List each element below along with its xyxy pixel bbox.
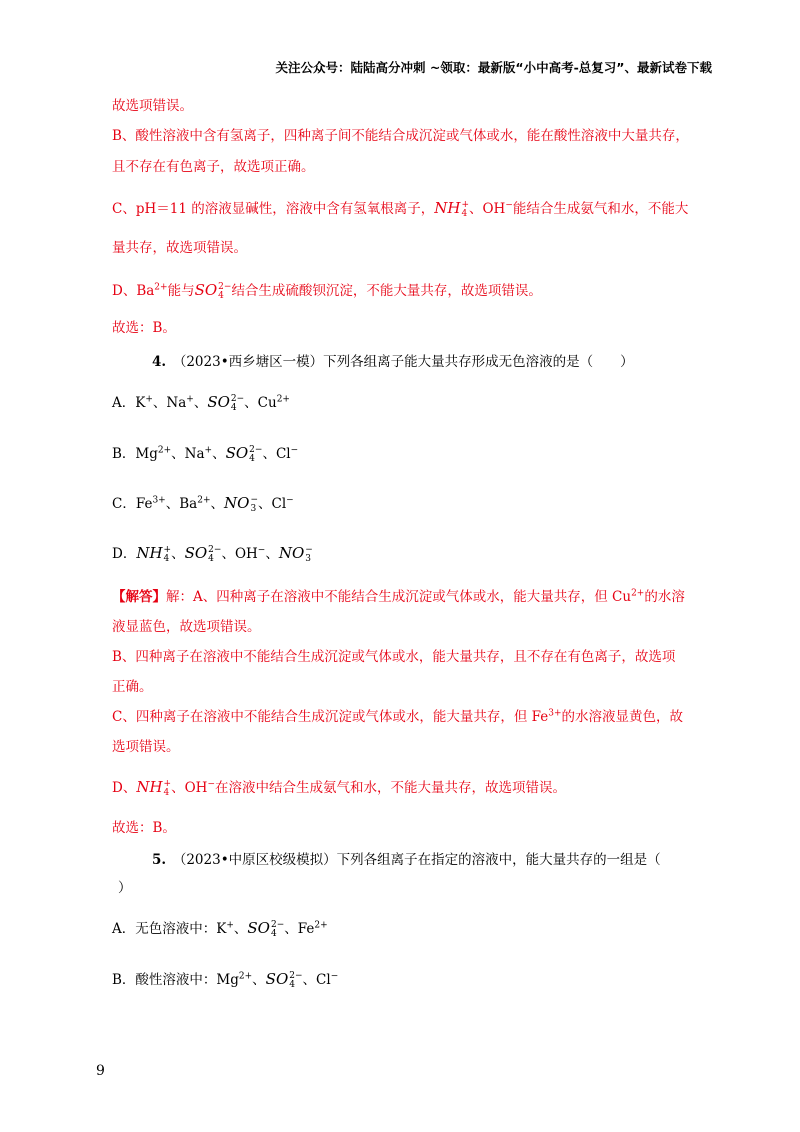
text-line: B、酸性溶液中含有氢离子，四种离子间不能结合成沉淀或气体或水，能在酸性溶液中大量共存，	[112, 128, 689, 144]
option-4d: D．NH + 4 、SO 2− 4 、OH−、NO − 3	[112, 544, 313, 564]
text-line: D、$Ba^{2+}$能与SO 2− 4 结合生成硫酸钡沉淀，不能大量共存，故选项错误。	[112, 281, 542, 301]
text-span: 能与	[167, 283, 195, 299]
text-span: 、OH	[468, 201, 506, 217]
answer-line: 故选：B。	[112, 820, 176, 836]
option-5a: A．无色溶液中：K+、SO 2− 4 、$Fe^{2+}$	[112, 919, 328, 939]
text-line: ）	[118, 880, 132, 896]
question-text: （2023•西乡塘区一模）下列各组离子能大量共存形成无色溶液的是（ ）	[179, 354, 634, 370]
page-header: 关注公众号：陆陆高分冲刺 ~领取：最新版“小中高考-总复习”、最新试卷下载	[275, 60, 712, 75]
question-number: 5.	[152, 852, 167, 868]
answer-line: 选项错误。	[112, 739, 180, 755]
answer-line: 液显蓝色，故选项错误。	[112, 619, 261, 635]
question-4	[152, 352, 634, 372]
question-5	[152, 850, 661, 870]
text-line: 故选：B。	[112, 320, 176, 336]
answer-line: 正确。	[112, 679, 153, 695]
option-4b: B．$Mg^{2+}$、Na+、SO 2− 4 、Cl−	[112, 444, 299, 464]
text-span: D、Ba	[112, 283, 155, 299]
page-number: 9	[96, 1063, 105, 1079]
question-number: 4.	[152, 354, 167, 370]
text-span: 能结合生成氨气和水，不能大	[512, 201, 689, 217]
answer-line: D、NH + 4 、OH−在溶液中结合生成氨气和水，不能大量共存，故选项错误。	[112, 778, 566, 798]
answer-line: C、四种离子在溶液中不能结合生成沉淀或气体或水，能大量共存，但 $Fe^{3+}$的水溶液显黄色，故	[112, 708, 684, 725]
answer-line: 【解答】解：A、四种离子在溶液中不能结合生成沉淀或气体或水，能大量共存，但 $Cu^{2+}$的水溶	[112, 588, 685, 605]
answer-line: B、四种离子在溶液中不能结合生成沉淀或气体或水，能大量共存，且不存在有色离子，故选项	[112, 649, 676, 665]
text-line: 且不存在有色离子，故选项正确。	[112, 159, 315, 175]
text-line: 故选项错误。	[112, 98, 193, 114]
question-text: （2023•中原区校级模拟）下列各组离子在指定的溶液中，能大量共存的一组是（	[179, 852, 661, 868]
ion-nh4: NH + 4	[434, 199, 469, 219]
text-span: C、pH＝11 的溶液显碱性，溶液中含有氢氧根离子，	[112, 201, 435, 217]
answer-label: 【解答】	[112, 589, 166, 605]
text-line: C、pH＝11 的溶液显碱性，溶液中含有氢氧根离子，NH + 4 、OH−能结合生成氨气和水，不能大	[112, 199, 689, 219]
option-4a: A．K+、Na+、SO 2− 4 、$Cu^{2+}$	[112, 393, 290, 413]
text-line: 量共存，故选项错误。	[112, 240, 247, 256]
option-4c: C．$Fe^{3+}$、$Ba^{2+}$、NO − 3 、Cl−	[112, 494, 294, 514]
text-span: 结合生成硫酸钡沉淀，不能大量共存，故选项错误。	[231, 283, 542, 299]
ion-so4: SO 2− 4	[194, 281, 232, 301]
option-5b: B．酸性溶液中：$Mg^{2+}$、SO 2− 4 、Cl−	[112, 970, 339, 990]
